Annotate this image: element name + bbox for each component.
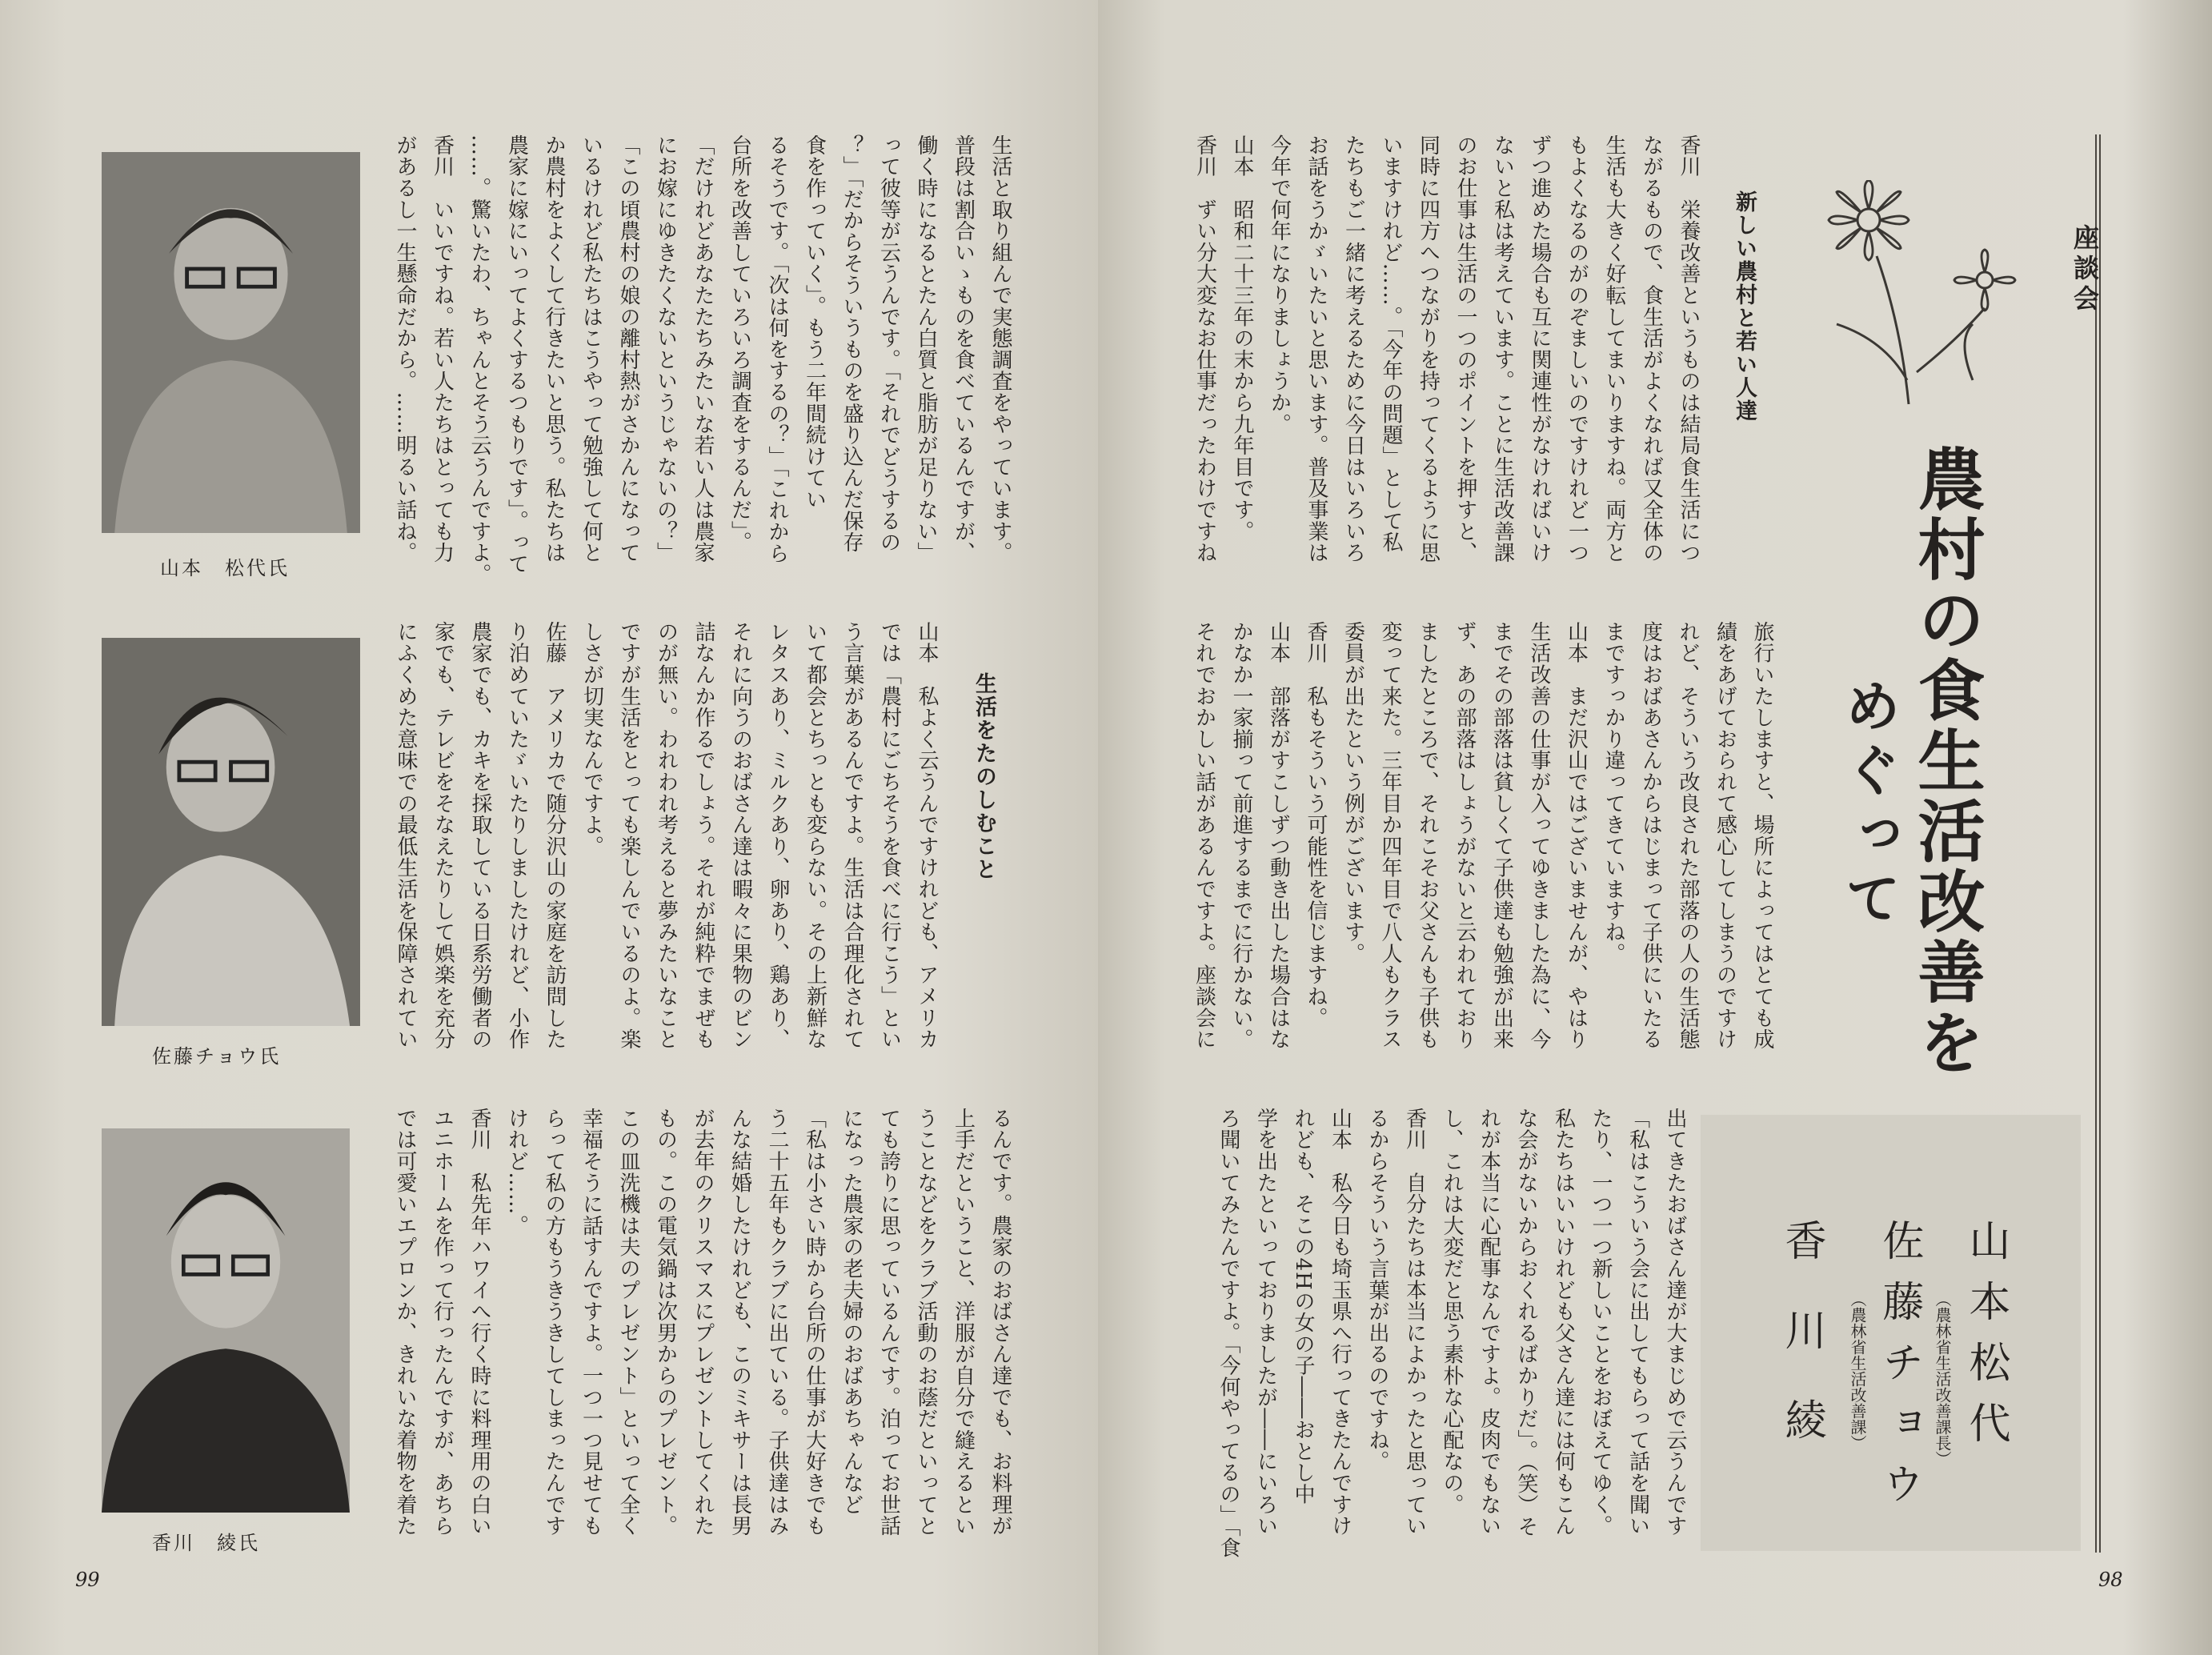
text-column: まですっかり違ってきていますね。 [1601, 621, 1625, 964]
text-column: ないと私は考えています。ことに生活改善課 [1490, 134, 1515, 563]
text-column: 香川 自分たちは本当によかったと思ってい [1402, 1108, 1427, 1537]
text-column: たちもご一緒に考えるために今日はいろいろ [1341, 134, 1366, 563]
text-column: し、これは大変だと思う素朴な心配なの。 [1440, 1108, 1464, 1516]
participant-name: 山本松代 [1962, 1219, 2010, 1462]
text-column: たり、一つ一つ新しいことをおぼえてゆく。 [1589, 1108, 1613, 1537]
text-column: 香川 いいですね。若い人たちはとっても力 [430, 134, 455, 563]
text-column: 生活と取り組んで実態調査をやっています。 [988, 134, 1012, 563]
text-column: 出てきたおばさん達が大まじめで云うんです [1663, 1108, 1687, 1537]
text-column: うことなどをクラブ活動のお蔭だといってと [914, 1108, 938, 1537]
text-column: レタスあり、ミルクあり、卵あり、鶏あり、 [766, 621, 790, 1050]
text-column: 山本 私よく云うんですけれども、アメリカ [915, 621, 939, 1050]
flower-illustration-icon [1813, 180, 2037, 412]
text-column: にお嫁にゆきたくないというじゃないの？」 [653, 134, 678, 563]
text-column: 生活も大きく好転してまいりますね。両方と [1602, 134, 1626, 563]
text-column: ても誇りに思っているんです。泊ってお世話 [876, 1108, 901, 1537]
text-column: れど、そういう改良された部落の人の生活態 [1676, 621, 1700, 1050]
article-text-upper [1186, 134, 1707, 571]
page-number: 98 [2098, 1569, 2123, 1591]
text-column: もの。この電気鍋は次男からのプレゼント。 [653, 1108, 678, 1537]
text-column: 「私は小さい時から台所の仕事が大好きでも [802, 1108, 827, 1537]
text-column: かなか一家揃って前進するまでに行かない。 [1229, 621, 1253, 1050]
text-column: か農村をよくして行きたいと思う。私たちは [542, 134, 566, 563]
right-page [1098, 0, 2212, 1655]
article-text-middle [387, 621, 946, 1057]
text-column: のが無い。われわれ考えると夢みたいなこと [654, 621, 679, 1050]
text-column: いるけれど私たちはこうやって勉強して何と [579, 134, 603, 563]
text-column: 変って来た。三年目か四年目で八人もクラス [1378, 621, 1402, 1050]
text-column: 働く時になるとたん白質と脂肪が足りない」 [914, 134, 938, 563]
participants-box [1701, 1115, 2081, 1551]
text-column: う二十五年もクラブに出ている。子供達はみ [765, 1108, 789, 1537]
page-number: 99 [75, 1569, 100, 1591]
text-column: 同時に四方へつながりを持ってくるように思 [1416, 134, 1441, 563]
participant-name: 香川綾 [1777, 1219, 1825, 1488]
portrait-photo-kagawa [102, 1128, 350, 1513]
text-column: 香川 栄養改善というものは結局食生活につ [1677, 134, 1701, 563]
text-column: 「だけれどあなたたちみたいな若い人は農家 [691, 134, 715, 563]
text-column: では「農村にごちそうを食べに行こう」とい [877, 621, 902, 1050]
text-column: 「この頃農村の娘の離村熱がさかんになって [616, 134, 640, 563]
text-column: それに向うのおばさん達は暇々に果物のビン [728, 621, 753, 1050]
text-column: 農家でも、カキを採取している日系労働者の [468, 621, 492, 1050]
text-column: 「私はこういう会に出してもらって話を聞い [1625, 1108, 1650, 1537]
article-text-lower [1210, 1108, 1694, 1559]
text-column: 私たちはいいけれども父さん達には何もこん [1551, 1108, 1576, 1537]
text-column: ましたところで、それこそお父さんも子供も [1415, 621, 1440, 1050]
text-column: 香川 私もそういう可能性を信じますね。 [1304, 621, 1328, 1029]
participant-role: （農林省生活改善課） [1848, 1291, 1867, 1451]
text-column: この皿洗機は夫のプレゼント」といって全く [616, 1108, 640, 1537]
text-column: 幸福そうに話すんですよ。一つ一つ見せても [579, 1108, 603, 1537]
text-column: 山本 まだ沢山ではございませんが、やはり [1564, 621, 1589, 1050]
text-column: 農家に嫁にいってよくするつもりです」。って [504, 134, 529, 575]
text-column: ですが生活をとっても楽しんでいるのよ。楽 [617, 621, 641, 1050]
text-column: それでおかしい話があるんですよ。座談会に [1192, 621, 1216, 1050]
text-column: 佐藤 アメリカで随分沢山の家庭を訪問した [543, 621, 567, 1050]
text-column: れども、そこの4Hの女の子――おとし中 [1291, 1108, 1315, 1505]
text-column: な会がないからおくれるばかりだ」。（笑）そ [1514, 1108, 1538, 1537]
text-column: 台所を改善していろいろ調査をするんだ」。 [727, 134, 752, 553]
text-column: ユニホームを作って行ったんですが、あちら [430, 1108, 455, 1537]
text-column: れが本当に心配事なんですよ。皮肉でもない [1477, 1108, 1501, 1537]
text-column: う言葉があるんですよ。生活は合理化されて [840, 621, 864, 1050]
title-divider-line [2095, 134, 2101, 1553]
section-heading: 生活をたのしむこと [972, 672, 996, 881]
text-column: 家でも、テレビをそなえたりして娯楽を充分 [431, 621, 455, 1050]
text-column: ずつ進めた場合も互に関連性がなければいけ [1528, 134, 1552, 563]
photo-caption: 佐藤チョウ氏 [152, 1045, 282, 1068]
text-column: らって私の方もうきうきしてしまったんです [542, 1108, 566, 1537]
text-column: ながるもので、食生活がよくなれば又全体の [1639, 134, 1664, 563]
text-column: 績をあげておられて感心してしまうのですけ [1713, 621, 1737, 1050]
text-column: いて都会とちっとも変らない。その上新鮮な [803, 621, 827, 1050]
text-column: もよくなるのがのぞましいのですけれど一つ [1565, 134, 1589, 563]
text-column: 山本 部落がすこしずつ動き出した場合はな [1266, 621, 1291, 1050]
text-column: が去年のクリスマスにプレゼントしてくれた [691, 1108, 715, 1537]
text-column: るんです。農家のおばさん達でも、お料理が [988, 1108, 1012, 1537]
text-column: ……。驚いたわ、ちゃんとそう云うんですよ。 [467, 134, 491, 585]
section-heading: 新しい農村と若い人達 [1732, 190, 1757, 423]
text-column: 学を出たといっておりましたが――にいろい [1253, 1108, 1278, 1537]
series-label: 座談会 [2070, 224, 2100, 315]
text-column: 旅行いたしますと、場所によってはとても成 [1750, 621, 1774, 1050]
text-column: 山本 昭和二十三年の末から九年目です。 [1230, 134, 1254, 543]
article-text-upper [387, 134, 1020, 585]
text-column: けれど……。 [504, 1108, 529, 1236]
text-column: にふくめた意味での最低生活を保障されてい [394, 621, 418, 1050]
text-column: ず、あの部落はしょうがないと云われており [1453, 621, 1477, 1050]
text-column: 香川 私先年ハワイへ行く時に料理用の白い [467, 1108, 491, 1537]
article-title: 農村の食生活改善を [1907, 444, 1986, 1078]
text-column: って彼等が云うんです。「それでどうするの [876, 134, 901, 553]
text-column: ろ聞いてみたんですよ。「今何やってるの」「食 [1216, 1108, 1240, 1559]
photo-caption: 香川 綾氏 [152, 1532, 260, 1554]
text-column: 生活改善の仕事が入ってゆきました為に、今 [1527, 621, 1551, 1050]
participant-name: 佐藤チョウ [1875, 1219, 1923, 1523]
article-text-lower [387, 1108, 1020, 1544]
text-column: 詰なんか作るでしょう。それが純粋でまぜも [691, 621, 715, 1050]
text-column: では可愛いエプロンか、きれいな着物を着た [393, 1108, 417, 1537]
text-column: 香川 ずい分大変なお仕事だったわけですね [1192, 134, 1217, 563]
text-column: があるし一生懸命だから。……明るい話ね。 [393, 134, 417, 563]
article-subtitle: めぐって [1836, 677, 1902, 933]
text-column: しさが切実なんですよ。 [579, 621, 604, 857]
text-column: 食を作っていく」。もう二年間続けてい [802, 134, 827, 511]
text-column: んな結婚したけれども、このミキサーは長男 [727, 1108, 752, 1537]
participant-role: （農林省生活改善課長） [1933, 1291, 1952, 1467]
article-text-middle [1185, 621, 1781, 1057]
text-column: 委員が出たという例がございます。 [1340, 621, 1365, 964]
text-column: り泊めていたゞいたりしましたけれど、小作 [505, 621, 530, 1050]
portrait-photo-sato [102, 638, 360, 1026]
text-column: になった農家の老夫婦のおばあちゃんなど [840, 1108, 864, 1516]
text-column: 上手だということ、洋服が自分で縫えるとい [951, 1108, 976, 1537]
text-column: 今年で何年になりましょうか。 [1267, 134, 1292, 435]
text-column: 度はおばあさんからはじまって子供にいたる [1638, 621, 1663, 1050]
text-column: 普段は割合いゝものを食べているんですが、 [951, 134, 976, 563]
photo-caption: 山本 松代氏 [160, 557, 290, 579]
text-column: るそうです。「次は何をするの？」「これから [765, 134, 789, 564]
text-column: 山本 私今日も埼玉県へ行ってきたんですけ [1328, 1108, 1352, 1537]
text-column: までその部落は貧しくて子供達も勉強が出来 [1489, 621, 1514, 1050]
text-column: お話をうかゞいたいと思います。普及事業は [1304, 134, 1328, 563]
text-column: いますけれど……。「今年の問題」として私 [1379, 134, 1403, 553]
portrait-photo-yamamoto [102, 152, 360, 533]
text-column: のお仕事は生活の一つのポイントを押すと、 [1453, 134, 1477, 563]
left-page [0, 0, 1098, 1655]
text-column: ？」「だからそういうものを盛り込んだ保存 [840, 134, 864, 553]
text-column: るからそういう言葉が出るのですね。 [1365, 1108, 1389, 1473]
